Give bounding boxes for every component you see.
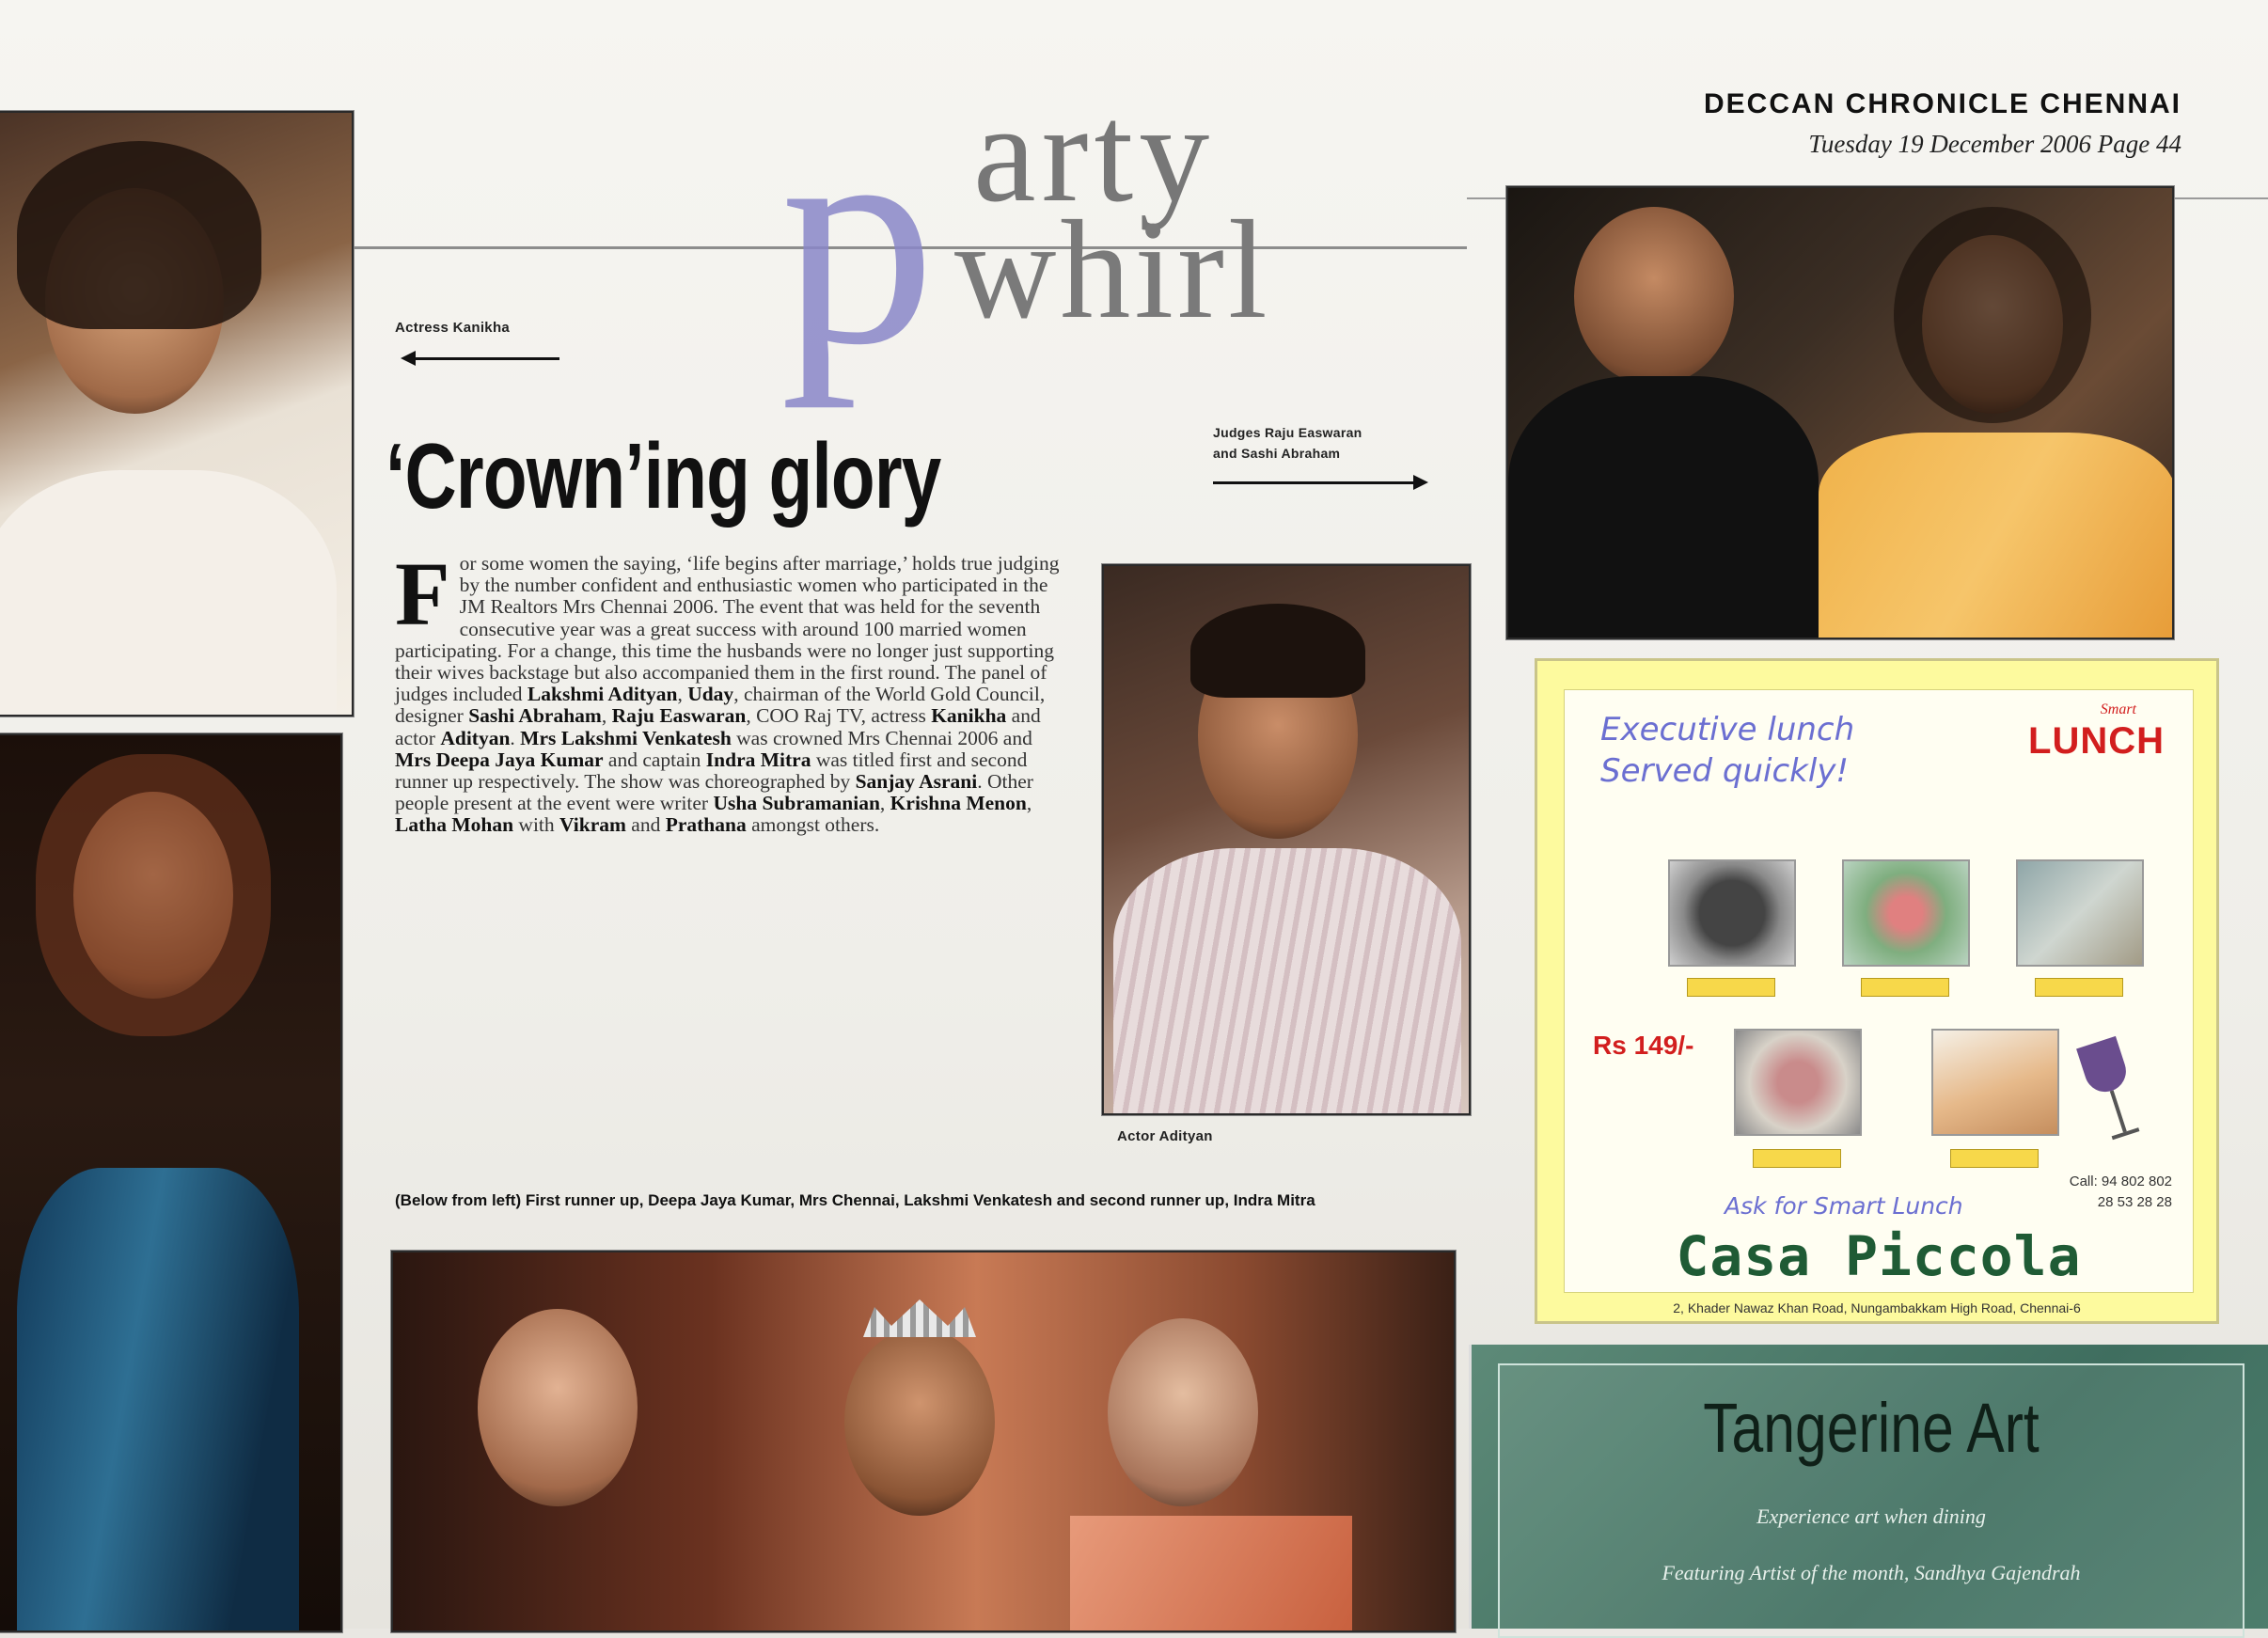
ad-tangerine-title: Tangerine Art: [1703, 1389, 2040, 1467]
article-name: Latha Mohan: [395, 813, 514, 837]
photo-judges: [1506, 186, 2174, 639]
food-pasta-image: [1734, 1029, 1862, 1136]
photo-head-left-shape: [1574, 207, 1734, 386]
photo-shirt-shape: [1113, 848, 1461, 1115]
article-text: was crowned Mrs Chennai 2006 and: [731, 726, 1032, 749]
food-main-image: [2016, 859, 2144, 967]
article-name: Prathana: [665, 813, 747, 837]
caption-arrow-right: [1213, 481, 1425, 484]
article-name: Adityan: [440, 726, 511, 749]
article-text: . Other people present at the event were writer: [395, 770, 1033, 815]
photo-hair-right-shape: [1894, 207, 2091, 423]
photo-winner-right-shape: [1108, 1318, 1258, 1506]
article-name: Krishna Menon: [890, 792, 1027, 815]
caption-judges-line1: Judges Raju Easwaran: [1213, 425, 1362, 440]
article-text: ,: [1026, 792, 1032, 815]
article-name: Mrs Deepa Jaya Kumar: [395, 748, 604, 771]
wine-glass-icon: [2076, 1036, 2148, 1147]
ad-tangerine-art[interactable]: [1469, 1345, 2268, 1629]
ad-lunch-logo: LUNCH: [2028, 720, 2165, 762]
photo-actress-kanikha: [0, 111, 354, 717]
article-text: and: [625, 813, 666, 837]
section-title-p: p: [780, 66, 936, 409]
masthead-dateline: Tuesday 19 December 2006 Page 44: [1808, 130, 2181, 158]
article-name: Indra Mitra: [705, 748, 811, 771]
article-text: , chairman of the World Gold Council, designer: [395, 683, 1046, 728]
article-name: Lakshmi Adityan: [527, 683, 678, 706]
photo-hair-shape: [36, 754, 271, 1036]
food-soup-image: [1668, 859, 1796, 967]
article-name: Kanikha: [931, 704, 1007, 728]
ad-ask-line: Ask for Smart Lunch: [1725, 1192, 1963, 1220]
ad-smart-label: Smart: [2100, 701, 2136, 717]
photo-winners: [391, 1251, 1456, 1632]
article-text: amongst others.: [746, 813, 880, 837]
caption-actor-adityan: Actor Adityan: [1117, 1128, 1213, 1144]
photo-actor-adityan: [1102, 564, 1471, 1115]
photo-hair-shape: [1190, 604, 1365, 698]
photo-winner-left-shape: [478, 1309, 638, 1506]
ad-address: 2, Khader Nawaz Khan Road, Nungambakkam High Road, Chennai-6: [1673, 1300, 2081, 1315]
section-title-arty: arty: [973, 75, 1216, 231]
photo-winner-center-shape: [844, 1328, 995, 1516]
ad-inner-panel: [1564, 689, 2194, 1293]
food-label: [1861, 978, 1949, 997]
article-name: Mrs Lakshmi Venkatesh: [520, 726, 732, 749]
article-text: and captain: [603, 748, 706, 771]
article-text: ,: [879, 792, 890, 815]
article-name: Sanjay Asrani: [855, 770, 978, 794]
ad-tangerine-line1: Experience art when dining: [1756, 1504, 1986, 1528]
photo-model-blue-dress: [0, 733, 342, 1632]
article-text: with: [513, 813, 560, 837]
article-name: Uday: [687, 683, 734, 706]
photo-saree-shape: [1819, 433, 2174, 639]
ad-tagline: Executive lunch Served quickly!: [1600, 711, 1855, 790]
caption-judges-line2: and Sashi Abraham: [1213, 446, 1341, 461]
food-label: [1950, 1149, 2039, 1168]
food-salad-image: [1842, 859, 1970, 967]
article-text: and actor: [395, 704, 1041, 749]
ad-tangerine-line2: Featuring Artist of the month, Sandhya Gajendrah: [1662, 1561, 2081, 1584]
food-label: [1687, 978, 1775, 997]
ad-price: Rs 149/-: [1593, 1031, 1694, 1060]
photo-saree-shape: [1070, 1516, 1352, 1632]
article-text: .: [510, 726, 521, 749]
section-title-whirl: whirl: [954, 192, 1271, 348]
photo-shoulder-shape: [0, 470, 337, 717]
ad-restaurant-name: Casa Piccola: [1676, 1224, 2082, 1288]
article-text: ,: [601, 704, 612, 728]
article-text: ,: [677, 683, 688, 706]
masthead-paper-name: DECCAN CHRONICLE CHENNAI: [1703, 88, 2181, 119]
article-name: Usha Subramanian: [713, 792, 880, 815]
article-name: Sashi Abraham: [468, 704, 602, 728]
food-label: [2035, 978, 2123, 997]
photo-crown-shape: [863, 1299, 976, 1337]
caption-actress-kanikha: Actress Kanikha: [395, 320, 511, 336]
article-name: Raju Easwaran: [611, 704, 747, 728]
article-text: , COO Raj TV, actress: [746, 704, 932, 728]
ad-casa-piccola[interactable]: [1535, 658, 2219, 1324]
caption-winners: (Below from left) First runner up, Deepa Jaya Kumar, Mrs Chennai, Lakshmi Venkatesh and second runner up, Indra Mitra: [395, 1191, 1315, 1209]
article-dropcap: F: [395, 543, 450, 644]
photo-hair-shape: [17, 141, 261, 329]
caption-arrow-left: [404, 357, 559, 360]
food-dessert-image: [1931, 1029, 2059, 1136]
photo-shirt-left-shape: [1508, 376, 1819, 639]
photo-dress-shape: [17, 1168, 299, 1632]
headline: ‘Crown’ing glory: [386, 424, 941, 528]
food-label: [1753, 1149, 1841, 1168]
article-name: Vikram: [559, 813, 626, 837]
article-body: [395, 543, 1072, 837]
article-text: was titled first and second runner up respectively. The show was choreographed by: [395, 748, 1028, 794]
ad-call-numbers: Call: 94 802 802 28 53 28 28: [2069, 1173, 2172, 1210]
article-text: or some women the saying, ‘life begins after marriage,’ holds true judging by the number confident and enthusiastic women who participated in the JM Realtors Mrs Chennai 2006. The event that was held for the seventh consecutive year was a great success with around 100 married women participating. For a change, this time the husbands were no longer just supporting their wives backstage but also accompanied them in the first round. The panel of judges included: [395, 552, 1060, 706]
